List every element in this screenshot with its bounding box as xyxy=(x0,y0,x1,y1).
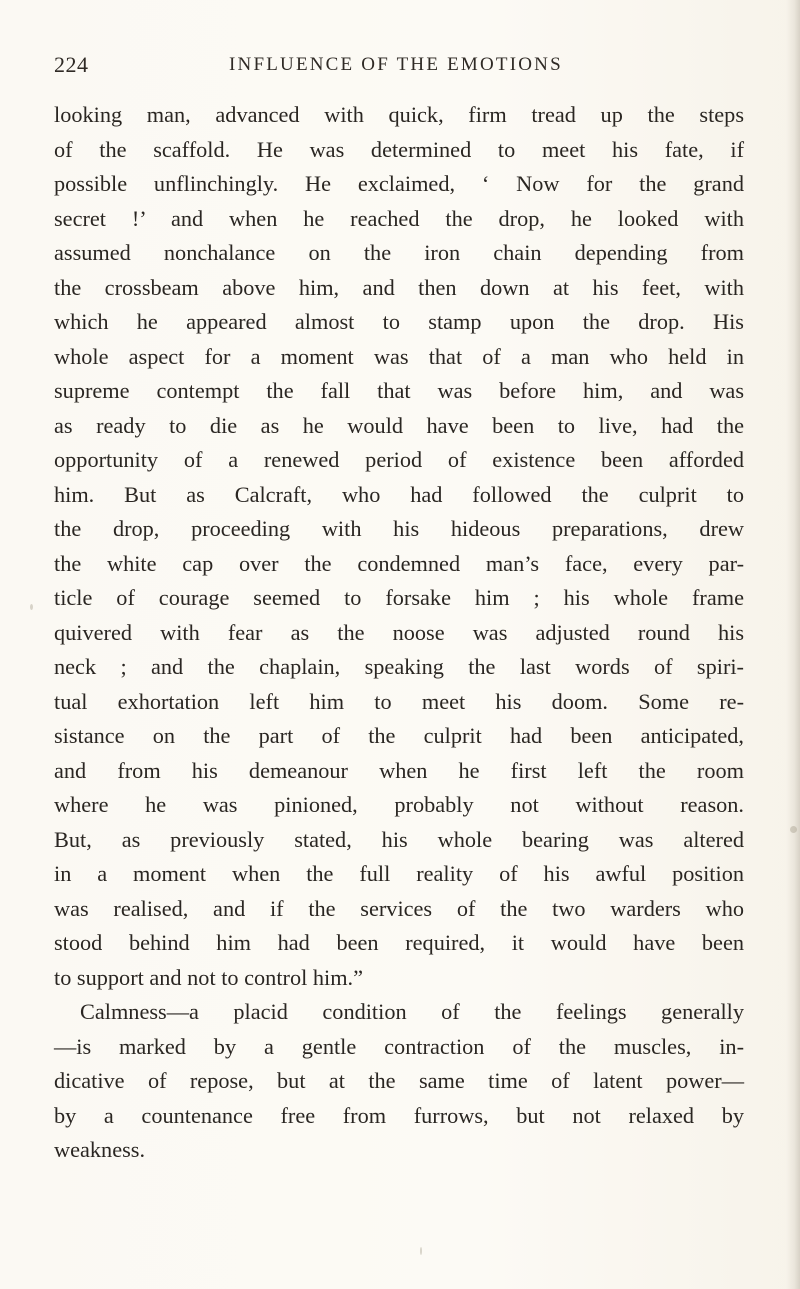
paper-speck xyxy=(790,826,797,833)
text-line: to support and not to control him.” xyxy=(54,964,364,990)
text-line: whole aspect for a moment was that of a man who held in xyxy=(54,343,744,369)
text-line: sistance on the part of the culprit had been anticipated, xyxy=(54,723,744,748)
text-line: Calmness—a placid condition of the feelings generally xyxy=(80,999,744,1024)
text-line: neck ; and the chaplain, speaking the last words of spiri- xyxy=(54,654,744,679)
text-line: dicative of repose, but at the same time of latent power— xyxy=(54,1068,744,1093)
body-text xyxy=(54,98,744,1168)
text-line: tual exhortation left him to meet his doom. Some re- xyxy=(54,688,744,714)
text-line: the white cap over the condemned man’s face, every par- xyxy=(54,550,744,576)
text-line: as ready to die as he would have been to live, had the xyxy=(54,412,744,438)
text-line: ticle of courage seemed to forsake him ; his whole frame xyxy=(54,585,744,610)
text-line: the drop, proceeding with his hideous preparations, drew xyxy=(54,516,744,541)
paper-speck xyxy=(420,1247,422,1255)
text-line: possible unflinchingly. He exclaimed, ‘ Now for the grand xyxy=(54,171,744,196)
running-head: INFLUENCE OF THE EMOTIONS xyxy=(229,54,563,75)
text-line: the crossbeam above him, and then down at his feet, with xyxy=(54,274,744,300)
text-line: and from his demeanour when he first left the room xyxy=(54,757,744,783)
text-line: But, as previously stated, his whole bearing was altered xyxy=(54,826,744,852)
text-line: him. But as Calcraft, who had followed the culprit to xyxy=(54,481,744,507)
text-line: assumed nonchalance on the iron chain depending from xyxy=(54,240,744,265)
text-line: where he was pinioned, probably not without reason. xyxy=(54,792,744,817)
text-line: quivered with fear as the noose was adjusted round his xyxy=(54,619,744,645)
text-line: was realised, and if the services of the two warders who xyxy=(54,895,744,921)
text-line: in a moment when the full reality of his awful position xyxy=(54,861,744,886)
text-line: weakness. xyxy=(54,1137,146,1162)
paper-speck xyxy=(30,604,33,610)
text-line: of the scaffold. He was determined to meet his fate, if xyxy=(54,136,744,162)
paragraph xyxy=(54,98,744,995)
text-line: supreme contempt the fall that was before him, and was xyxy=(54,378,744,403)
page-number: 224 xyxy=(54,52,89,77)
text-line: by a countenance free from furrows, but not relaxed by xyxy=(54,1102,744,1128)
page-header xyxy=(54,52,744,82)
text-line: stood behind him had been required, it would have been xyxy=(54,930,744,955)
text-line: which he appeared almost to stamp upon the drop. His xyxy=(54,309,744,334)
text-line: looking man, advanced with quick, firm tread up the steps xyxy=(54,102,744,127)
paragraph xyxy=(54,995,744,1168)
text-line: secret !’ and when he reached the drop, he looked with xyxy=(54,205,744,231)
text-line: opportunity of a renewed period of existence been afforded xyxy=(54,447,744,472)
page-edge-shadow xyxy=(786,0,800,1289)
text-line: —is marked by a gentle contraction of the muscles, in- xyxy=(54,1033,744,1059)
